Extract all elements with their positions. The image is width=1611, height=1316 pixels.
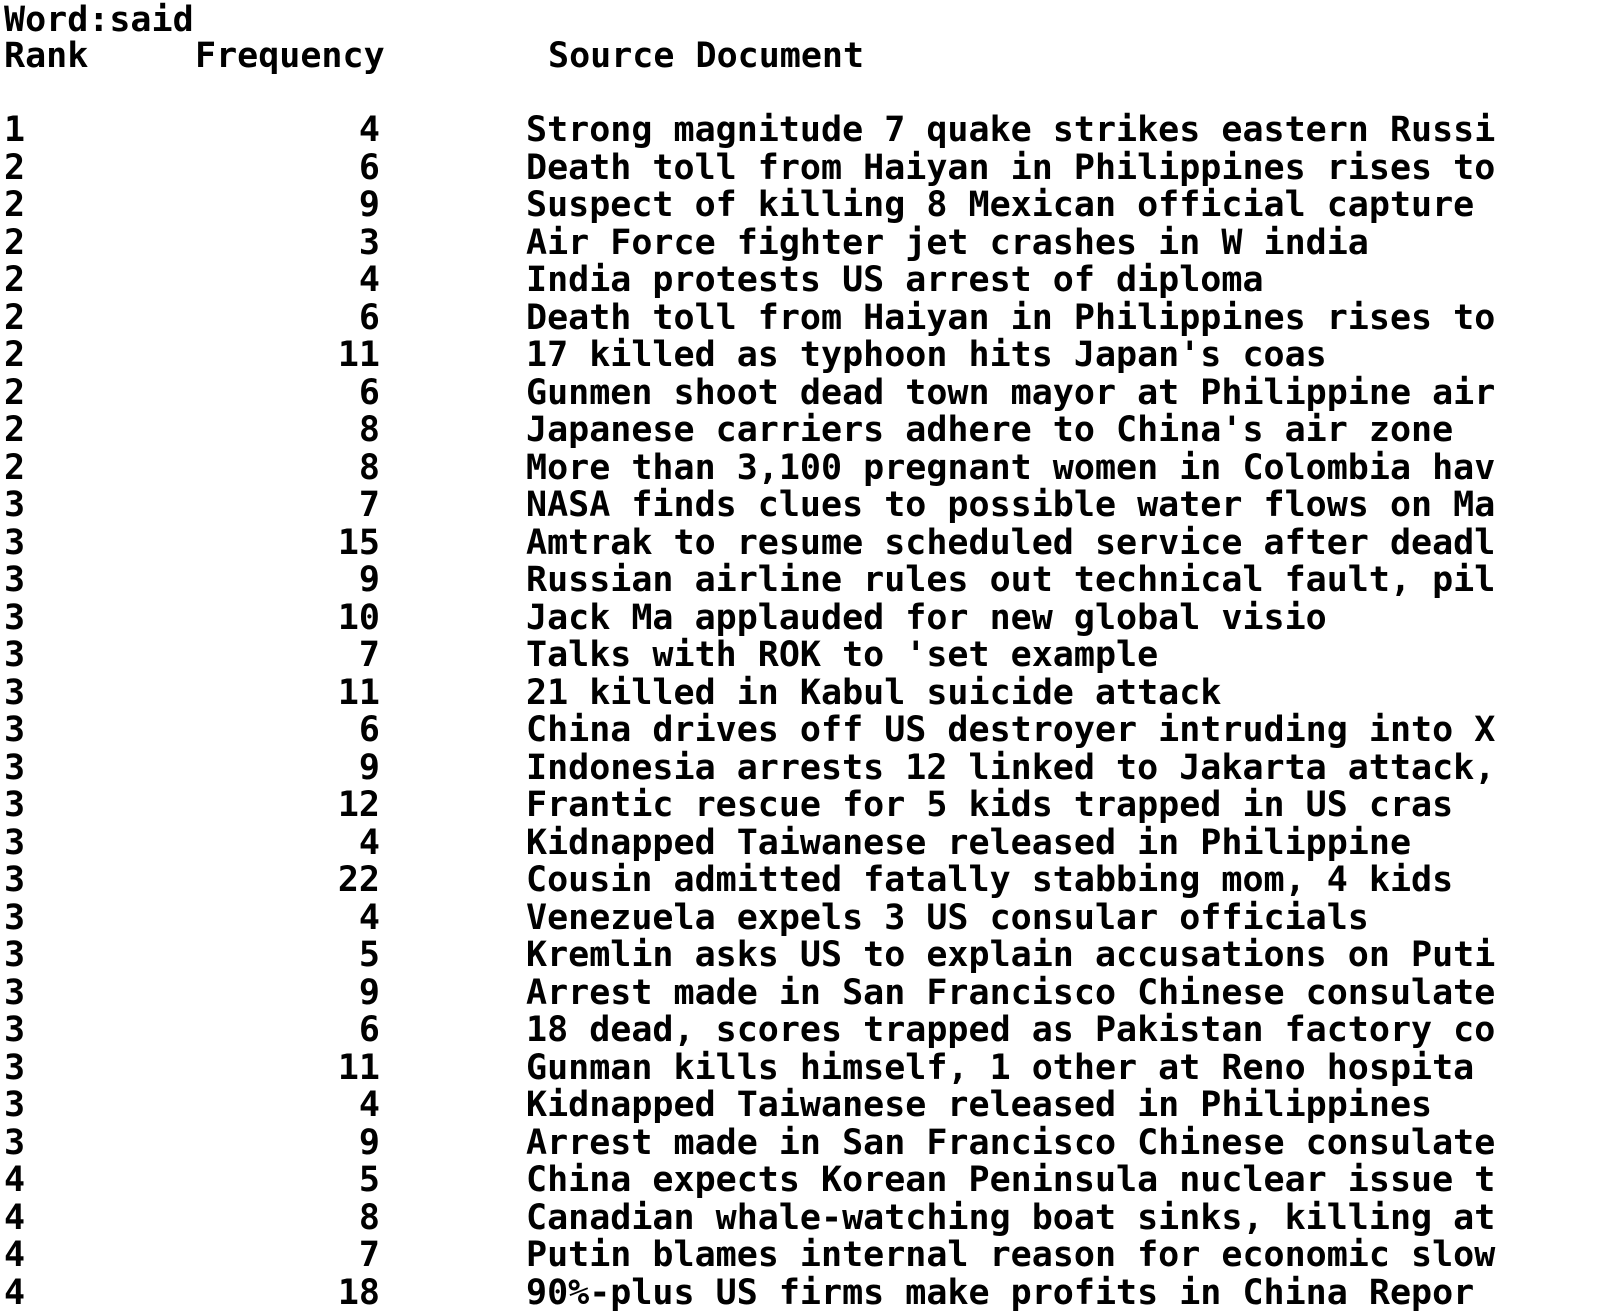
source-document-title: Death toll from Haiyan in Philippines rises to	[526, 297, 1496, 338]
frequency-value: 3	[358, 222, 380, 263]
result-row	[0, 147, 1611, 188]
result-row	[0, 297, 1611, 338]
frequency-value: 6	[358, 297, 380, 338]
rank-header: Rank	[4, 36, 89, 76]
frequency-value: 11	[337, 335, 380, 375]
source-document-title: Gunman kills himself, 1 other at Reno hospita	[526, 1047, 1475, 1088]
result-row	[0, 897, 1611, 938]
source-document-title: Talks with ROK to 'set example	[526, 635, 1159, 675]
rank-value: 3	[4, 747, 26, 788]
rank-value: 1	[4, 110, 26, 150]
result-row	[0, 262, 1611, 300]
rank-value: 3	[4, 710, 26, 750]
source-document-title: 18 dead, scores trapped as Pakistan factory co	[526, 1010, 1496, 1050]
result-row	[0, 222, 1611, 263]
frequency-value: 11	[337, 672, 380, 713]
frequency-value: 7	[358, 635, 380, 675]
result-row	[0, 1047, 1611, 1088]
source-document-title: Cousin admitted fatally stabbing mom, 4 kids	[526, 860, 1454, 900]
source-document-title: Kremlin asks US to explain accusations on Puti	[526, 935, 1496, 975]
rank-value: 3	[4, 935, 26, 975]
source-document-title: India protests US arrest of diploma	[526, 260, 1264, 300]
frequency-value: 4	[358, 1085, 380, 1125]
source-document-title: Frantic rescue for 5 kids trapped in US cras	[526, 785, 1454, 825]
frequency-value: 6	[358, 372, 380, 413]
source-document-title: Gunmen shoot dead town mayor at Philippine air	[526, 372, 1496, 413]
result-row	[0, 447, 1611, 488]
source-document-title: Canadian whale-watching boat sinks, killing at	[526, 1197, 1496, 1238]
source-document-title: Suspect of killing 8 Mexican official capture	[526, 185, 1475, 225]
rank-value: 2	[4, 335, 26, 375]
frequency-value: 9	[358, 560, 380, 600]
rank-value: 4	[4, 1197, 26, 1238]
rank-value: 3	[4, 785, 26, 825]
rank-value: 2	[4, 260, 26, 300]
rank-value: 3	[4, 1122, 26, 1163]
rank-value: 2	[4, 410, 26, 450]
source-document-title: Strong magnitude 7 quake strikes eastern Russi	[526, 110, 1496, 150]
result-row	[0, 1012, 1611, 1050]
result-row	[0, 787, 1611, 825]
rank-value: 4	[4, 1272, 26, 1313]
rank-value: 3	[4, 897, 26, 938]
frequency-value: 4	[358, 897, 380, 938]
frequency-value: 11	[337, 1047, 380, 1088]
frequency-value: 18	[337, 1272, 380, 1313]
rank-value: 3	[4, 1047, 26, 1088]
source-document-title: More than 3,100 pregnant women in Colombia hav	[526, 447, 1496, 488]
result-row	[0, 972, 1611, 1013]
rank-value: 4	[4, 1160, 26, 1200]
rank-value: 2	[4, 372, 26, 413]
frequency-value: 15	[337, 522, 380, 563]
result-row	[0, 712, 1611, 750]
source-document-title: Venezuela expels 3 US consular officials	[526, 897, 1369, 938]
rank-value: 2	[4, 147, 26, 188]
source-document-title: 21 killed in Kabul suicide attack	[526, 672, 1222, 713]
result-row	[0, 862, 1611, 900]
rank-value: 2	[4, 447, 26, 488]
frequency-value: 8	[358, 410, 380, 450]
source-document-title: Japanese carriers adhere to China's air zone	[526, 410, 1454, 450]
frequency-value: 6	[358, 1010, 380, 1050]
frequency-value: 4	[358, 260, 380, 300]
source-document-title: Putin blames internal reason for economic slow	[526, 1235, 1496, 1275]
result-row	[0, 637, 1611, 675]
frequency-header: Frequency	[195, 36, 385, 76]
rank-value: 3	[4, 972, 26, 1013]
result-row	[0, 112, 1611, 150]
rank-value: 3	[4, 635, 26, 675]
source-document-title: Arrest made in San Francisco Chinese consulate	[526, 972, 1496, 1013]
frequency-value: 5	[358, 935, 380, 975]
frequency-value: 9	[358, 1122, 380, 1163]
result-row	[0, 1237, 1611, 1275]
rank-value: 2	[4, 185, 26, 225]
result-row	[0, 1087, 1611, 1125]
frequency-value: 22	[337, 860, 380, 900]
source-document-title: Russian airline rules out technical fault, pil	[526, 560, 1496, 600]
source-document-title: NASA finds clues to possible water flows on Ma	[526, 485, 1496, 525]
result-row	[0, 487, 1611, 525]
result-row	[0, 1122, 1611, 1163]
source-document-title: Death toll from Haiyan in Philippines rises to	[526, 147, 1496, 188]
result-row	[0, 747, 1611, 788]
rank-value: 3	[4, 1085, 26, 1125]
rank-value: 3	[4, 1010, 26, 1050]
source-document-title: Indonesia arrests 12 linked to Jakarta attack,	[526, 747, 1496, 788]
frequency-value: 7	[358, 485, 380, 525]
result-row	[0, 412, 1611, 450]
rank-value: 3	[4, 560, 26, 600]
source-document-title: Kidnapped Taiwanese released in Philippine	[526, 822, 1412, 863]
result-row	[0, 337, 1611, 375]
frequency-value: 9	[358, 185, 380, 225]
result-row	[0, 822, 1611, 863]
result-row	[0, 1197, 1611, 1238]
frequency-value: 8	[358, 1197, 380, 1238]
frequency-value: 7	[358, 1235, 380, 1275]
source-document-title: China expects Korean Peninsula nuclear issue t	[526, 1160, 1496, 1200]
result-row	[0, 1272, 1611, 1313]
frequency-value: 6	[358, 710, 380, 750]
source-document-title: Arrest made in San Francisco Chinese consulate	[526, 1122, 1496, 1163]
source-document-title: 90%-plus US firms make profits in China Repor	[526, 1272, 1475, 1313]
source-document-title: Jack Ma applauded for new global visio	[526, 597, 1327, 638]
results-list	[0, 112, 1611, 1312]
rank-value: 3	[4, 485, 26, 525]
rank-value: 2	[4, 222, 26, 263]
result-row	[0, 522, 1611, 563]
frequency-value: 4	[358, 110, 380, 150]
result-row	[0, 672, 1611, 713]
result-row	[0, 187, 1611, 225]
result-row	[0, 937, 1611, 975]
frequency-value: 5	[358, 1160, 380, 1200]
rank-value: 3	[4, 522, 26, 563]
word-line: Word:said	[4, 0, 194, 40]
result-row	[0, 372, 1611, 413]
source-document-title: China drives off US destroyer intruding into X	[526, 710, 1496, 750]
result-row	[0, 1162, 1611, 1200]
frequency-value: 9	[358, 972, 380, 1013]
frequency-value: 10	[337, 597, 380, 638]
rank-value: 3	[4, 822, 26, 863]
frequency-value: 9	[358, 747, 380, 788]
rank-value: 4	[4, 1235, 26, 1275]
rank-value: 3	[4, 672, 26, 713]
source-document-title: Kidnapped Taiwanese released in Philippines	[526, 1085, 1433, 1125]
frequency-value: 8	[358, 447, 380, 488]
rank-value: 3	[4, 597, 26, 638]
rank-value: 2	[4, 297, 26, 338]
frequency-value: 12	[337, 785, 380, 825]
source-document-title: 17 killed as typhoon hits Japan's coas	[526, 335, 1327, 375]
source-document-title: Amtrak to resume scheduled service after deadl	[526, 522, 1496, 563]
rank-value: 3	[4, 860, 26, 900]
frequency-value: 4	[358, 822, 380, 863]
frequency-value: 6	[358, 147, 380, 188]
source-document-header: Source Document	[548, 36, 865, 76]
source-document-title: Air Force fighter jet crashes in W india	[526, 222, 1369, 263]
result-row	[0, 562, 1611, 600]
result-row	[0, 597, 1611, 638]
